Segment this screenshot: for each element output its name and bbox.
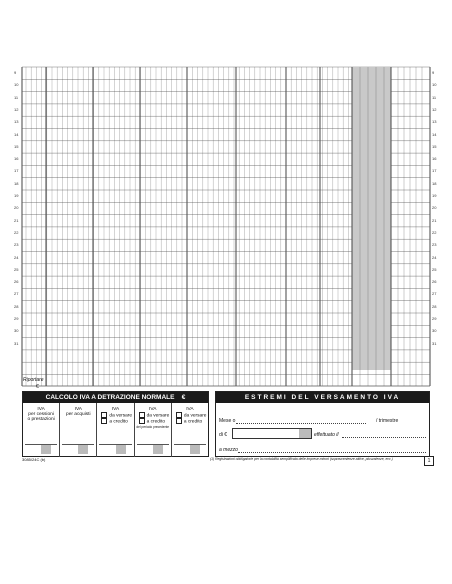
amount-field[interactable]	[174, 444, 206, 454]
shaded-column-band	[352, 67, 391, 370]
mese-field[interactable]	[236, 422, 366, 424]
row-number: 15	[14, 143, 19, 149]
row-number: 22	[14, 229, 19, 235]
row-number: 31	[14, 340, 19, 346]
row-number: 26	[14, 279, 19, 285]
row-number: 27	[14, 291, 19, 297]
riportare-label: Riportare	[23, 377, 44, 383]
row-number: 22	[432, 229, 437, 235]
amount-field[interactable]	[99, 444, 131, 454]
row-number: 18	[432, 180, 437, 186]
row-number: 14	[14, 131, 19, 137]
row-number: 9	[432, 70, 435, 75]
col-iva-versare-1	[97, 403, 134, 457]
amount-field[interactable]	[25, 444, 57, 454]
row-number: 24	[14, 254, 19, 260]
row-number: 17	[14, 168, 19, 174]
checkbox-da-versare[interactable]	[176, 412, 182, 418]
calcolo-iva-title	[23, 392, 208, 403]
estremi-versamento-panel	[215, 391, 430, 457]
col-label: IVA	[111, 407, 120, 412]
col-label: per cessioni	[28, 412, 54, 417]
option-label: a credito	[109, 419, 128, 425]
row-number: 23	[432, 242, 437, 248]
data-field[interactable]	[342, 436, 426, 438]
row-number: 19	[432, 193, 437, 198]
calcolo-iva-panel	[22, 391, 209, 457]
row-number: 11	[432, 94, 437, 100]
row-number: 17	[432, 168, 437, 174]
row-number: 18	[14, 180, 19, 186]
row-number: 29	[432, 316, 437, 321]
option-label: da versare	[109, 413, 133, 419]
row-number: 12	[432, 106, 437, 112]
checkbox-da-versare[interactable]	[101, 412, 107, 418]
row-number: 13	[14, 119, 19, 125]
row-number: 23	[14, 242, 19, 248]
checkbox-a-credito[interactable]	[176, 418, 182, 424]
row-number: 26	[432, 279, 437, 285]
row-number: 28	[14, 303, 19, 309]
di-euro-label: di €	[219, 432, 228, 438]
row-number: 9	[14, 70, 17, 75]
row-number: 14	[432, 131, 437, 137]
mezzo-field[interactable]	[238, 451, 426, 453]
row-number: 25	[14, 266, 19, 272]
checkbox-a-credito[interactable]	[101, 418, 107, 424]
effettuato-label: effettuato il	[314, 432, 339, 438]
row-number: 13	[432, 119, 437, 125]
row-number: 30	[432, 328, 437, 334]
mezzo-label: a mezzo	[219, 447, 238, 453]
row-number: 12	[14, 106, 19, 112]
checkbox-da-versare[interactable]	[139, 412, 145, 418]
importo-field[interactable]	[232, 428, 312, 439]
col-iva-periodo-precedente	[135, 403, 172, 457]
option-label: da versare	[183, 413, 207, 419]
row-number: 25	[432, 266, 437, 272]
amount-field[interactable]	[62, 444, 94, 454]
col-note: del periodo precedente	[136, 424, 170, 429]
row-number: 28	[432, 303, 437, 309]
row-number: 20	[432, 205, 437, 211]
amount-field[interactable]	[137, 444, 169, 454]
trimestre-label: / trimestre	[376, 418, 399, 424]
mese-label: Mese o	[219, 418, 236, 424]
row-number: 21	[14, 217, 19, 223]
col-iva-versare-2	[172, 403, 208, 457]
row-number: 30	[14, 328, 19, 334]
row-number: 31	[432, 340, 437, 346]
row-number: 21	[432, 217, 437, 223]
col-label: per acquisti	[66, 412, 91, 417]
row-number: 16	[14, 156, 19, 162]
col-iva-acquisti	[60, 403, 97, 457]
row-number: 19	[14, 193, 19, 198]
row-number: 24	[432, 254, 437, 260]
form-code: 3085/24C (b)	[22, 457, 46, 462]
calcolo-iva-title-text: CALCOLO IVA A DETRAZIONE NORMALE	[45, 394, 175, 401]
page-number: 1	[424, 456, 434, 466]
option-label: a credito	[183, 419, 203, 425]
euro-symbol: €	[36, 384, 39, 390]
calcolo-iva-euro: €	[181, 394, 186, 401]
row-number: 16	[432, 156, 437, 162]
footnote: (1) Registrazioni obbligatorie per la contabilità semplificata delle imprese minori (sopravvenienze attive, plusvalenze, ecc.)	[210, 457, 393, 461]
row-number: 20	[14, 205, 19, 211]
col-label: IVA	[74, 407, 82, 412]
col-label: IVA	[149, 407, 157, 412]
col-label: IVA	[37, 407, 45, 412]
row-number: 27	[432, 291, 437, 297]
row-number: 11	[14, 94, 19, 100]
estremi-title: ESTREMI DEL VERSAMENTO IVA	[216, 392, 429, 403]
col-label: o prestazioni	[27, 417, 55, 422]
checkbox-a-credito[interactable]	[139, 418, 145, 424]
option-label: da versare	[146, 413, 170, 419]
row-number: 10	[432, 82, 437, 88]
col-iva-cessioni	[23, 403, 60, 457]
col-label: IVA	[186, 407, 194, 412]
row-number: 29	[14, 316, 19, 321]
row-number: 10	[14, 82, 19, 88]
row-number: 15	[432, 143, 437, 149]
option-label: a credito	[146, 419, 166, 425]
